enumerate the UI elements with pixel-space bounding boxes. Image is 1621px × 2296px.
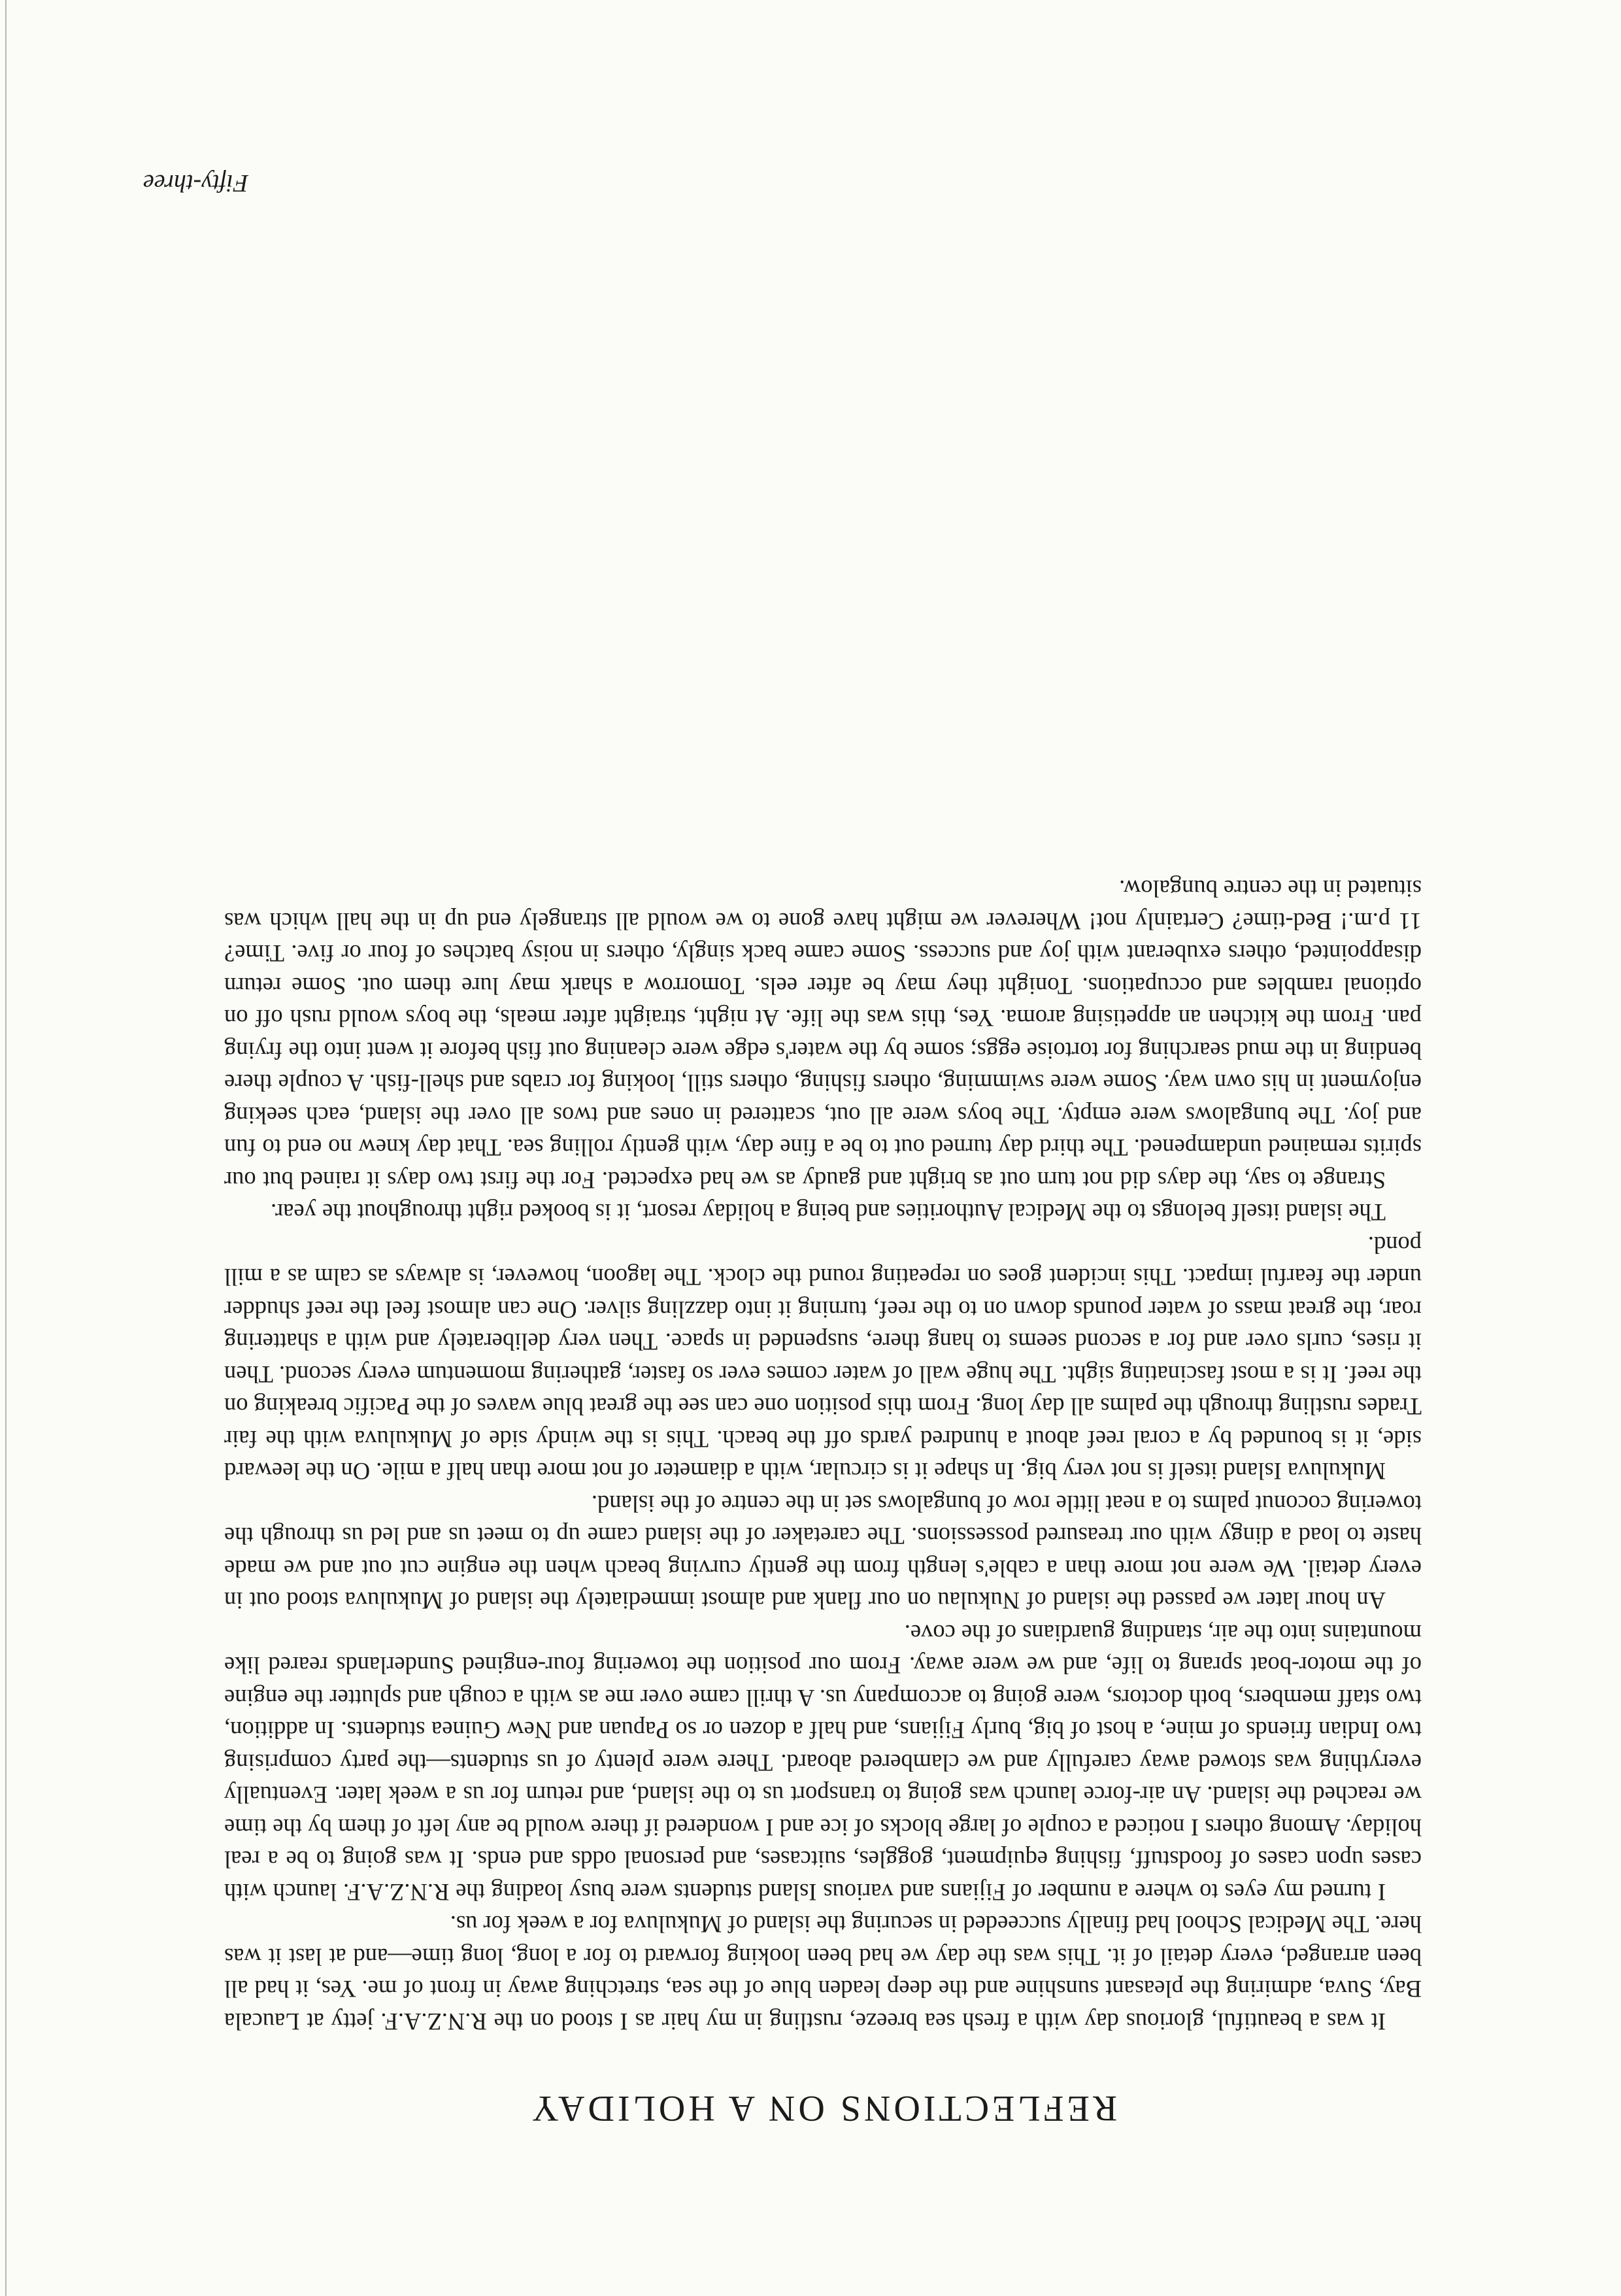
article-body <box>224 873 1422 2038</box>
paragraph: I turned my eyes to where a number of Fijians and various Island students were busy loading the R.N.Z.A.F. launch with cases upon cases of foodstuff, fishing equipment, goggles, suitcases, and personal odds and ends. It was going to be a real holiday. Among others I noticed a couple of large blocks of ice and I wondered if there would be any left of them by the time we reached the island. An air-force launch was going to transport us to the island, and return for us a week later. Eventually everything was stowed away carefully and we clambered aboard. There were plenty of us students—the party comprising two Indian friends of mine, a host of big, burly Fijians, and half a dozen or so Papuan and New Guinea students. In addition, two staff members, both doctors, were going to accompany us. A thrill came over me as with a cough and splutter the engine of the motor-boat sprang to life, and we were away. From our position the towering four-engined Sunderlands reared like mountains into the air, standing guardians of the cove. <box>224 1620 1422 1906</box>
paragraph: Mukuluva Island itself is not very big. In shape it is circular, with a diameter of not more than half a mile. On the leeward side, it is bounded by a coral reef about a hundred yards off the beach. This is the windy side of Mukuluva with the fair Trades rustling through the palms all day long. From this position one can see the great blue waves of the Pacific breaking on the reef. It is a most fascinating sight. The huge wall of water comes ever so faster, gathering momentum every second. Then it rises, curls over and for a second seems to hang there, suspended in space. Then very deliberately and with a shattering roar, the great mass of water pounds down on to the reef, turning it into dazzling silver. One can almost feel the reef shudder under the fearful impact. This incident goes on repeating round the clock. The lagoon, however, is always as calm as a mill pond. <box>224 1232 1422 1485</box>
paragraph: An hour later we passed the island of Nukulau on our flank and almost immediately the island of Mukuluva stood out in every detail. We were not more than a cable's length from the gently curving beach when the engine cut out and we made haste to load a dingy with our treasured possessions. The caretaker of the island came up to meet us and led us through the towering coconut palms to a neat little row of bungalows set in the centre of the island. <box>224 1491 1422 1615</box>
article-title: REFLECTIONS ON A HOLIDAY <box>528 2088 1118 2129</box>
paragraph: Strange to say, the days did not turn out as bright and gaudy as we had expected. For the first two days it rained but our spirits remained undampened. The third day turned out to be a fine day, with gently rolling sea. That day knew no end to fun and joy. The bungalows were empty. The boys were all out, scattered in ones and twos all over the island, each seeking enjoyment in his own way. Some were swimming, others fishing, others still, looking for crabs and shell-fish. A couple there bending in the mud searching for tortoise eggs; some by the water's edge were cleaning out fish before it went into the frying pan. From the kitchen an appetising aroma. Yes, this was the life. At night, straight after meals, the boys would rush off on optional rambles and occupations. Tonight they may be after eels. Tomorrow a shark may lure them out. Some return disappointed, others exuberant with joy and success. Some came back singly, others in noisy batches of four or five. Time? 11 p.m.! Bed-time? Certainly not! Wherever we might have gone to we would all strangely end up in the hall which was situated in the centre bungalow. <box>224 875 1422 1194</box>
paragraph: The island itself belongs to the Medical Authorities and being a holiday resort, it is booked right throughout the year. <box>270 1199 1386 1226</box>
paragraph: It was a beautiful, glorious day with a fresh sea breeze, rustling in my hair as I stood on the R.N.Z.A.F. jetty at Laucala Bay, Suva, admiring the pleasant sunshine and the deep leaden blue of the sea, stretching away in front of me. Yes, it had all been arranged, every detail of it. This was the day we had been looking forward to for a long, long time—and at last it was here. The Medical School had finally succeeded in securing the island of Mukuluva for a week for us. <box>224 1911 1422 2035</box>
scan-edge-line <box>5 0 7 2296</box>
page-number: Fifty-three <box>142 169 248 197</box>
